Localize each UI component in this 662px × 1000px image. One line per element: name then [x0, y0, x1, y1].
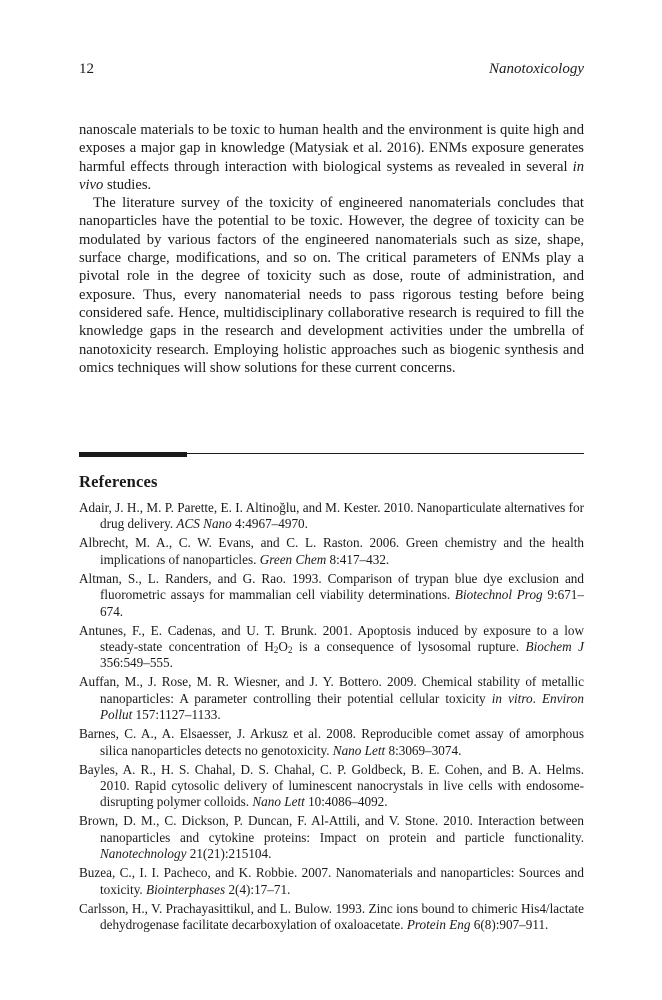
- section-divider: [79, 451, 584, 459]
- reference-tail: 8:3069–3074.: [385, 742, 462, 758]
- page-header: [79, 61, 584, 83]
- reference-text: Altman, S., L. Randers, and G. Rao. 1993. Comparison of trypan blue dye exclusion and fluorometric assays for mammalian cell viability determinations.: [79, 570, 584, 603]
- reference-item: [79, 762, 584, 811]
- reference-journal: Biochem J: [525, 639, 584, 655]
- reference-text: Brown, D. M., C. Dickson, P. Duncan, F. Al-Attili, and V. Stone. 2010. Interaction between nanoparticles and cytokine proteins: Impact on protein and particle functionality.: [79, 813, 584, 845]
- body-text: [79, 121, 584, 377]
- reference-tail: 356:549–555.: [100, 655, 173, 671]
- paragraph-1-text-a: nanoscale materials to be toxic to human health and the environment is quite high and exposes a major gap in knowledge (Matysiak et al. 2016). ENMs exposure generates harmful effects through interaction with biological systems as revealed in several: [79, 122, 584, 175]
- reference-tail: 8:417–432.: [326, 551, 390, 567]
- reference-journal: Nano Lett: [252, 794, 305, 810]
- reference-text: Albrecht, M. A., C. W. Evans, and C. L. Raston. 2006. Green chemistry and the health implications of nanoparticles.: [79, 535, 584, 567]
- reference-text: Carlsson, H., V. Prachayasittikul, and L. Bulow. 1993. Zinc ions bound to chimeric His4/lactate dehydrogenase facilitate decarboxylation of oxaloacetate.: [79, 900, 584, 933]
- page-number: 12: [79, 61, 94, 77]
- reference-item: [79, 865, 584, 898]
- divider-thick-bar: [79, 452, 187, 457]
- reference-item: [79, 674, 584, 723]
- reference-tail: 2(4):17–71.: [225, 881, 291, 897]
- reference-journal: Environ Pollut: [100, 690, 584, 723]
- reference-journal: Biointerphases: [146, 881, 226, 897]
- reference-item: [79, 813, 584, 862]
- reference-journal: Protein Eng: [406, 917, 471, 933]
- reference-text: Adair, J. H., M. P. Parette, E. I. Altinoğlu, and M. Kester. 2010. Nanoparticulate alternatives for drug delivery.: [79, 500, 584, 532]
- reference-text: .: [532, 690, 542, 706]
- reference-item: [79, 500, 584, 533]
- reference-item: [79, 571, 584, 620]
- reference-text: Antunes, F., E. Cadenas, and U. T. Brunk. 2001. Apoptosis induced by exposure to a low steady-state concentration of H: [79, 622, 584, 655]
- references-list: [79, 500, 584, 936]
- reference-text: is a consequence of lysosomal rupture.: [292, 639, 526, 655]
- reference-tail: 9:671–674.: [100, 587, 584, 619]
- reference-italic: in vitro: [491, 690, 533, 706]
- reference-tail: 157:1127–1133.: [132, 707, 221, 723]
- running-title: Nanotoxicology: [489, 61, 584, 77]
- reference-tail: 4:4967–4970.: [231, 516, 308, 532]
- reference-journal: Nano Lett: [332, 742, 386, 758]
- reference-tail: 6(8):907–911.: [470, 917, 549, 933]
- reference-item: [79, 535, 584, 568]
- subscript: 2: [273, 645, 279, 656]
- reference-journal: ACS Nano: [176, 516, 232, 532]
- reference-text: Barnes, C. A., A. Elsaesser, J. Arkusz et al. 2008. Reproducible comet assay of amorphous silica nanoparticles detects no genotoxicity.: [79, 726, 584, 758]
- reference-item: [79, 726, 584, 759]
- reference-item: [79, 901, 584, 934]
- subscript: 2: [287, 645, 293, 656]
- reference-journal: Green Chem: [259, 551, 327, 567]
- paragraph-2: The literature survey of the toxicity of engineered nanomaterials concludes that nanoparticles have the potential to be toxic. However, the degree of toxicity can be modulated by various factors of the engineered nanomaterials such as size, shape, surface charge, modifications, and so on. The critical parameters of ENMs play a pivotal role in the degree of toxicity such as dose, route of administration, and exposure. Thus, every nanomaterial needs to pass rigorous testing before being considered safe. Hence, multidisciplinary collaborative research is required to fill the knowledge gaps in the research and development activities under the umbrella of nanotoxicity research. Employing holistic approaches such as biogenic synthesis and omics techniques will show solutions for these current concerns.: [79, 195, 584, 376]
- reference-text: Bayles, A. R., H. S. Chahal, D. S. Chahal, C. P. Goldbeck, B. E. Cohen, and B. A. Helms. 2010. Rapid cytosolic delivery of luminescent nanocrystals in live cells with endosome-disrupting polymer colloids.: [79, 761, 584, 810]
- reference-item: [79, 623, 584, 672]
- references-heading: References: [79, 472, 158, 491]
- paragraph-1-italic: in vivo: [79, 158, 584, 193]
- reference-text: O: [278, 639, 288, 655]
- reference-text: Auffan, M., J. Rose, M. R. Wiesner, and J. Y. Bottero. 2009. Chemical stability of metallic nanoparticles: A parameter controlling their potential cellular toxicity: [79, 674, 584, 706]
- paragraph-1: [79, 121, 584, 194]
- reference-journal: Nanotechnology: [100, 846, 187, 862]
- reference-journal: Biotechnol Prog: [454, 587, 543, 603]
- paragraph-1-text-b: studies.: [103, 176, 152, 193]
- reference-text: Buzea, C., I. I. Pacheco, and K. Robbie. 2007. Nanomaterials and nanoparticles: Sources and toxicity.: [79, 865, 584, 897]
- reference-tail: 21(21):215104.: [186, 846, 272, 862]
- reference-tail: 10:4086–4092.: [304, 794, 388, 810]
